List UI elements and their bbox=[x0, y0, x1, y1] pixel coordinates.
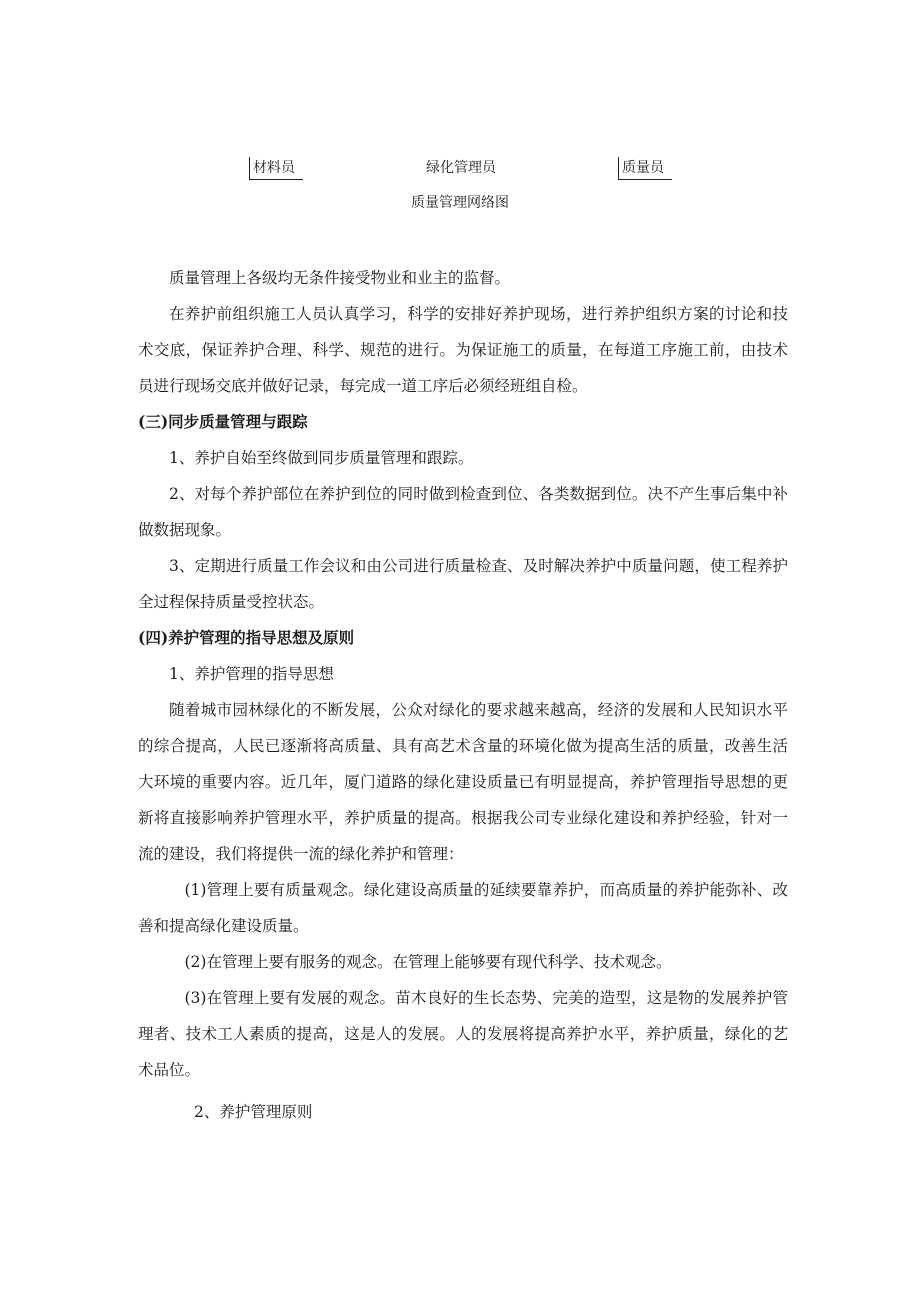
diagram-box-greening-manager: 绿化管理员 bbox=[426, 160, 496, 176]
section-heading-4: (四)养护管理的指导思想及原则 bbox=[138, 628, 355, 647]
diagram-box-quality-officer: 质量员 bbox=[618, 157, 672, 180]
section-heading-3: (三)同步质量管理与跟踪 bbox=[138, 412, 308, 431]
list-item: (3)在管理上要有发展的观念。苗木良好的生长态势、完美的造型，这是物的发展养护管理者、技术工人素质的提高，这是人的发展。人的发展将提高养护水平，养护质量，绿化的艺术品位。 bbox=[138, 989, 788, 1079]
quality-network-diagram bbox=[0, 157, 920, 181]
list-item: (2)在管理上要有服务的观念。在管理上能够要有现代科学、技术观念。 bbox=[184, 953, 672, 971]
list-item: 3、定期进行质量工作会议和由公司进行质量检查、及时解决养护中质量问题，使工程养护全过程保持质量受控状态。 bbox=[138, 557, 788, 611]
diagram-box-material-officer: 材料员 bbox=[249, 157, 303, 180]
subsection-title: 1、养护管理的指导思想 bbox=[169, 665, 334, 683]
paragraph-guiding-ideas: 随着城市园林绿化的不断发展，公众对绿化的要求越来越高，经济的发展和人民知识水平的综合提高，人民已逐渐将高质量、具有高艺术含量的环境化做为提高生活的质量，改善生活大环境的重要内容。近几年，厦门道路的绿化建设质量已有明显提高，养护管理指导思想的更新将直接影响养护管理水平，养护质量的提高。根据我公司专业绿化建设和养护经验，针对一流的建设，我们将提供一流的绿化养护和管理： bbox=[138, 701, 788, 863]
paragraph-training: 在养护前组织施工人员认真学习，科学的安排好养护现场，进行养护组织方案的讨论和技术交底，保证养护合理、科学、规范的进行。为保证施工的质量，在每道工序施工前，由技术员进行现场交底并做好记录，每完成一道工序后必须经班组自检。 bbox=[138, 305, 788, 395]
list-item: 1、养护自始至终做到同步质量管理和跟踪。 bbox=[169, 449, 474, 467]
diagram-caption: 质量管理网络图 bbox=[411, 195, 509, 211]
paragraph-supervision: 质量管理上各级均无条件接受物业和业主的监督。 bbox=[169, 269, 511, 287]
subsection-title: 2、养护管理原则 bbox=[194, 1103, 313, 1121]
document-body bbox=[138, 260, 788, 1130]
list-item: 2、对每个养护部位在养护到位的同时做到检查到位、各类数据到位。决不产生事后集中补做数据现象。 bbox=[138, 485, 788, 539]
list-item: (1)管理上要有质量观念。绿化建设高质量的延续要靠养护，而高质量的养护能弥补、改善和提高绿化建设质量。 bbox=[138, 881, 788, 935]
